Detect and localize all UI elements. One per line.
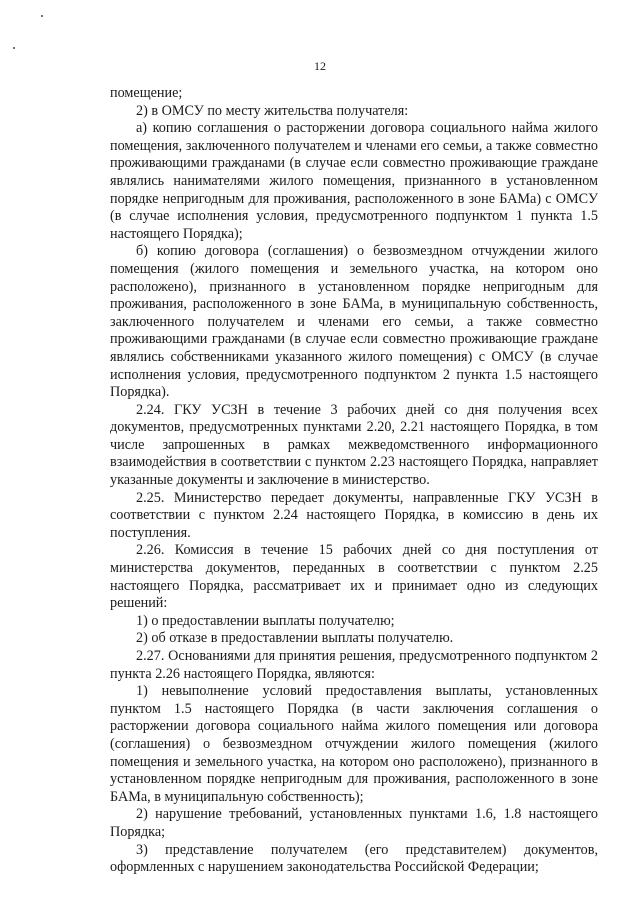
paragraph: 1) о предоставлении выплаты получателю; xyxy=(136,612,395,629)
page-number: 12 xyxy=(314,59,326,73)
paragraph: а) копию соглашения о расторжении договора социального найма жилого помещения, заключенного получателем и членами его семьи, а также совместно проживающими гражданами (в случае если совместно проживающие граждане являлись нанимателями жилого помещения, признанного в установленном порядке непригодным для проживания, расположенного в зоне БАМа) с ОМСУ (в случае исполнения условия, предусмотренного подпунктом 1 пункта 1.5 настоящего Порядка); xyxy=(110,120,598,242)
paragraph: 2.25. Министерство передает документы, направленные ГКУ УСЗН в соответствии с пунктом 2.24 настоящего Порядка, в комиссию в день их поступления. xyxy=(110,489,598,541)
paragraph: 2.26. Комиссия в течение 15 рабочих дней со дня поступления от министерства документов, переданных в соответствии с пунктом 2.25 настоящего Порядка, рассматривает их и принимает одно из следующих решений: xyxy=(110,542,598,612)
scan-speck xyxy=(13,47,15,49)
paragraph: 2) нарушение требований, установленных пунктами 1.6, 1.8 настоящего Порядка; xyxy=(110,806,598,840)
paragraph: 2) об отказе в предоставлении выплаты получателю. xyxy=(136,630,454,647)
paragraph: 2.27. Основаниями для принятия решения, предусмотренного подпунктом 2 пункта 2.26 настоящего Порядка, являются: xyxy=(110,648,598,682)
paragraph: помещение; xyxy=(110,85,183,101)
scan-speck xyxy=(41,15,43,17)
document-body xyxy=(110,85,598,877)
paragraph: 2.24. ГКУ УСЗН в течение 3 рабочих дней со дня получения всех документов, предусмотренных пунктами 2.20, 2.21 настоящего Порядка, в том числе запрошенных в рамках межведомственного информационного взаимодействия в соответствии с пунктом 2.23 настоящего Порядка, направляет указанные документы и заключение в министерство. xyxy=(110,401,598,489)
paragraph: 3) представление получателем (его представителем) документов, оформленных с нарушением законодательства Российской Федерации; xyxy=(110,841,598,876)
paragraph: 2) в ОМСУ по месту жительства получателя: xyxy=(136,102,409,119)
paragraph: б) копию договора (соглашения) о безвозмездном отчуждении жилого помещения (жилого помещения и земельного участка, на котором оно расположено), признанного в установленном порядке непригодным для проживания, расположенного в зоне БАМа, в муниципальную собственность, заключенного получателем и членами его семьи, а также совместно проживающими гражданами (в случае если совместно проживающие граждане являлись собственниками указанного жилого помещения) с ОМСУ (в случае исполнения условия, предусмотренного подпунктом 2 пункта 1.5 настоящего Порядка). xyxy=(110,243,598,401)
paragraph: 1) невыполнение условий предоставления выплаты, установленных пунктом 1.5 настоящего Порядка (в части заключения соглашения о расторжении договора социального найма жилого помещения или договора (соглашения) о безвозмездном отчуждении жилого помещения (жилого помещения и земельного участка, на котором оно расположено), признанного в установленном порядке непригодным для проживания, расположенного в зоне БАМа, в муниципальную собственность); xyxy=(110,683,598,805)
